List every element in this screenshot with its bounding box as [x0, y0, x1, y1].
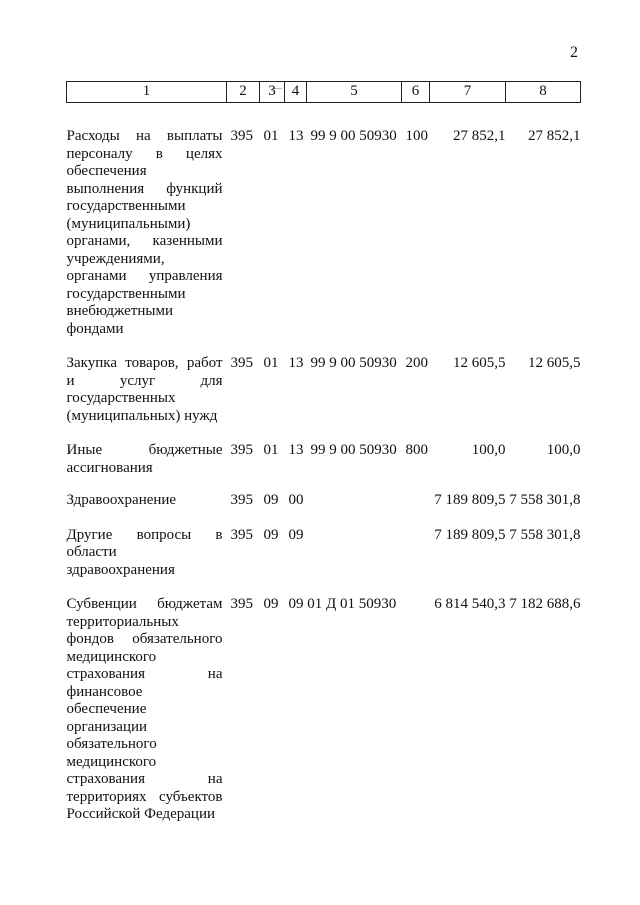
header-row: [67, 82, 581, 103]
page-number: 2: [570, 44, 578, 61]
row-code-section: 09: [263, 492, 279, 508]
row-amount-year2: 27 852,1: [528, 128, 581, 144]
table-row: [67, 492, 581, 510]
row-name: Здравоохранение: [66, 492, 177, 508]
row-amount-year2: 100,0: [546, 442, 581, 458]
row-code-expense-type: 800: [405, 442, 428, 458]
row-code-ministry: 395: [230, 128, 253, 144]
row-amount-year1: 6 814 540,3: [434, 596, 506, 612]
row-amount-year1: 7 189 809,5: [434, 492, 506, 508]
row-code-expense-type: 100: [405, 128, 428, 144]
row-code-ministry: 395: [230, 492, 253, 508]
row-code-section: 09: [263, 596, 279, 612]
row-code-subsection: 00: [288, 492, 304, 508]
row-amount-year2: 12 605,5: [528, 355, 581, 371]
row-code-target-combined: 09 01 Д 01 50930: [288, 596, 397, 612]
row-code-ministry: 395: [230, 355, 253, 371]
row-code-expense-type: [402, 492, 430, 510]
row-amount-year1: 7 189 809,5: [434, 526, 506, 543]
row-code-ministry: 395: [230, 526, 253, 543]
table-row: [67, 442, 581, 477]
row-code-expense-type: 200: [405, 355, 428, 371]
row-code-ministry: 395: [230, 442, 253, 458]
row-code-section: 01: [263, 128, 279, 144]
row-code-target: [307, 527, 402, 580]
row-amount-year2: 7 558 301,8: [509, 492, 581, 508]
row-code-subsection: 13: [288, 355, 304, 371]
row-code-target: 99 9 00 50930: [310, 128, 397, 144]
row-amount-year2: 7 558 301,8: [509, 526, 581, 543]
row-code-section: 09: [263, 526, 279, 543]
row-name: Расходы на выплаты персоналу в целях обеспечения выполнения функций государственными (муниципальными) органами, казенными учреждениями, органами управления государственными внебюджетными фондами: [66, 128, 223, 337]
row-code-subsection: 13: [288, 128, 304, 144]
row-name: Другие вопросы в области здравоохранения: [66, 526, 223, 578]
budget-table: [66, 81, 581, 824]
row-code-target: 99 9 00 50930: [310, 442, 397, 458]
row-code-section: 01: [263, 442, 279, 458]
header-col-4: 4: [285, 82, 307, 103]
header-col-2: 2: [227, 82, 260, 103]
row-code-subsection: 09: [288, 526, 304, 543]
header-col-6: 6: [402, 82, 430, 103]
row-name: Иные бюджетные ассигнования: [66, 442, 223, 476]
row-code-subsection: 13: [288, 442, 304, 458]
header-col-3: 3: [260, 82, 285, 103]
header-col-1: 1: [67, 82, 227, 103]
table-row: [67, 596, 581, 824]
header-col-7: 7: [430, 82, 506, 103]
table-row: [67, 128, 581, 338]
row-code-expense-type: [402, 527, 430, 580]
row-amount-year1: 12 605,5: [453, 355, 506, 371]
row-amount-year2: 7 182 688,6: [509, 596, 581, 612]
row-name: Закупка товаров, работ и услуг для государственных (муниципальных) нужд: [66, 355, 223, 424]
header-col-8: 8: [506, 82, 581, 103]
row-code-section: 01: [263, 355, 279, 371]
row-amount-year1: 100,0: [471, 442, 506, 458]
table-row: [67, 527, 581, 580]
table-row: [67, 355, 581, 425]
row-code-ministry: 395: [230, 596, 253, 612]
row-name: Субвенции бюджетам территориальных фондов обязательного медицинского страхования на финансовое обеспечение организации обязательного медицинского страхования на территориях субъектов Российской Федерации: [66, 596, 223, 822]
row-code-target: 99 9 00 50930: [310, 355, 397, 371]
header-col-5: 5: [307, 82, 402, 103]
row-amount-year1: 27 852,1: [453, 128, 506, 144]
row-code-target: [307, 492, 402, 510]
